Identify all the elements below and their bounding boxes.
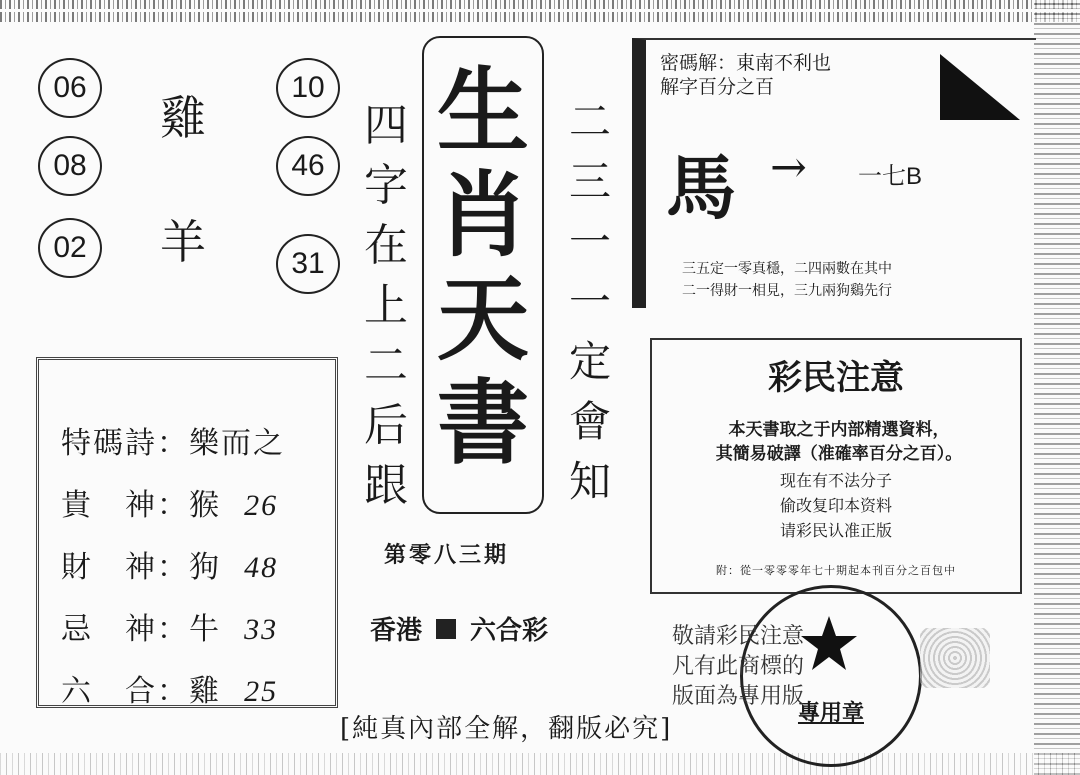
title-char: 肖 [436, 162, 529, 269]
brand-right: 六合彩 [470, 616, 549, 646]
seal-text: 專用章 [797, 700, 864, 726]
notice-warning [652, 468, 1020, 543]
star-icon [799, 614, 859, 672]
zodiac-char: 羊 [160, 215, 206, 269]
hint-char: 跟 [364, 460, 408, 511]
hint-char: 會 [568, 397, 611, 446]
poem-row [61, 604, 278, 648]
poem-row [61, 542, 278, 586]
number-circle: 06 [38, 58, 102, 118]
hint-char: 定 [568, 337, 611, 386]
right-border [1034, 0, 1080, 775]
poem-sep: ： [157, 612, 189, 647]
title-box [422, 36, 544, 514]
number-circle: 02 [38, 218, 102, 278]
code-result: 一七B [858, 163, 923, 190]
notice-line: 其簡易破譯（准確率百分之百）。 [715, 444, 963, 463]
stamp-line: 敬請彩民注意 [672, 624, 805, 649]
code-verse [682, 258, 892, 302]
notice-line: 请彩民认准正版 [779, 521, 892, 540]
hint-column-right [560, 92, 620, 512]
zodiac-char: 雞 [160, 91, 206, 145]
poem-number: 48 [244, 551, 279, 584]
hint-char: 后 [364, 400, 408, 451]
triangle-icon [936, 50, 1022, 122]
hint-char: 四 [364, 100, 408, 151]
hint-char: 一 [568, 217, 611, 266]
hint-char: 二 [364, 340, 408, 391]
notice-title: 彩民注意 [768, 358, 904, 398]
poem-sep: ： [157, 426, 189, 461]
poem-label: 六 合 [61, 674, 157, 709]
poem-value: 狗 [189, 550, 221, 585]
issue-number: 第零八三期 [384, 542, 510, 568]
poem-row [61, 666, 278, 710]
hint-char: 字 [364, 160, 408, 211]
bottom-border [0, 753, 1080, 775]
poem-row [61, 480, 278, 524]
notice-text [666, 418, 1012, 466]
arrow-icon: → [770, 142, 807, 193]
poem-number: 26 [244, 489, 279, 522]
code-line: 解字百分之百 [660, 77, 775, 98]
code-line: 密碼解：東南不利也 [660, 53, 832, 74]
brand-left: 香港 [370, 616, 423, 646]
horse-char: 馬 [666, 147, 736, 229]
poem-value: 雞 [189, 674, 221, 709]
square-icon [436, 619, 456, 639]
title-char: 書 [436, 370, 529, 477]
brand-line [370, 610, 548, 647]
poem-label: 忌 神 [61, 612, 157, 647]
hint-char: 在 [364, 220, 408, 271]
hint-column-left [356, 96, 416, 516]
poem-number: 25 [244, 675, 279, 708]
poem-sep: ： [157, 488, 189, 523]
stamp-line: 版面為專用版 [672, 684, 805, 709]
code-box [632, 38, 1036, 308]
poem-sep: ： [157, 550, 189, 585]
number-circle: 46 [276, 136, 340, 196]
top-border [0, 0, 1080, 22]
notice-footnote: 附：從一零零零年七十期起本刊百分之百包中 [716, 564, 956, 577]
poem-box [36, 357, 338, 708]
notice-line: 现在有不法分子 [779, 471, 892, 490]
hint-char: 上 [364, 280, 408, 331]
verse-line: 二一得財一相見，三九兩狗鷄先行 [682, 283, 892, 299]
bottom-slogan: [純真內部全解，翻版必究] [340, 714, 673, 744]
notice-box [650, 338, 1022, 594]
hint-char: 二 [568, 97, 611, 146]
poem-value: 牛 [189, 612, 221, 647]
poem-label: 特碼詩 [61, 426, 157, 461]
hint-char: 一 [568, 277, 611, 326]
stamp-notice [672, 622, 804, 712]
hint-char: 三 [568, 157, 611, 206]
title-char: 生 [436, 58, 529, 165]
title-char: 天 [436, 266, 529, 373]
poem-number: 33 [244, 613, 279, 646]
poem-row [61, 418, 285, 462]
poem-label: 財 神 [61, 550, 157, 585]
code-hint [660, 52, 831, 100]
notice-line: 偷改复印本资料 [779, 496, 892, 515]
notice-line: 本天書取之于内部精選資料， [728, 420, 950, 439]
number-circle: 31 [276, 234, 340, 294]
verse-line: 三五定一零真穩，二四兩數在其中 [682, 261, 892, 277]
poem-label: 貴 神 [61, 488, 157, 523]
poem-value: 樂而之 [189, 426, 285, 461]
stamp-line: 凡有此商標的 [672, 654, 805, 679]
number-circle: 10 [276, 58, 340, 118]
poem-sep: ： [157, 674, 189, 709]
poem-value: 猴 [189, 488, 221, 523]
number-circle: 08 [38, 136, 102, 196]
logo-smudge [920, 628, 990, 688]
hint-char: 知 [568, 457, 611, 506]
